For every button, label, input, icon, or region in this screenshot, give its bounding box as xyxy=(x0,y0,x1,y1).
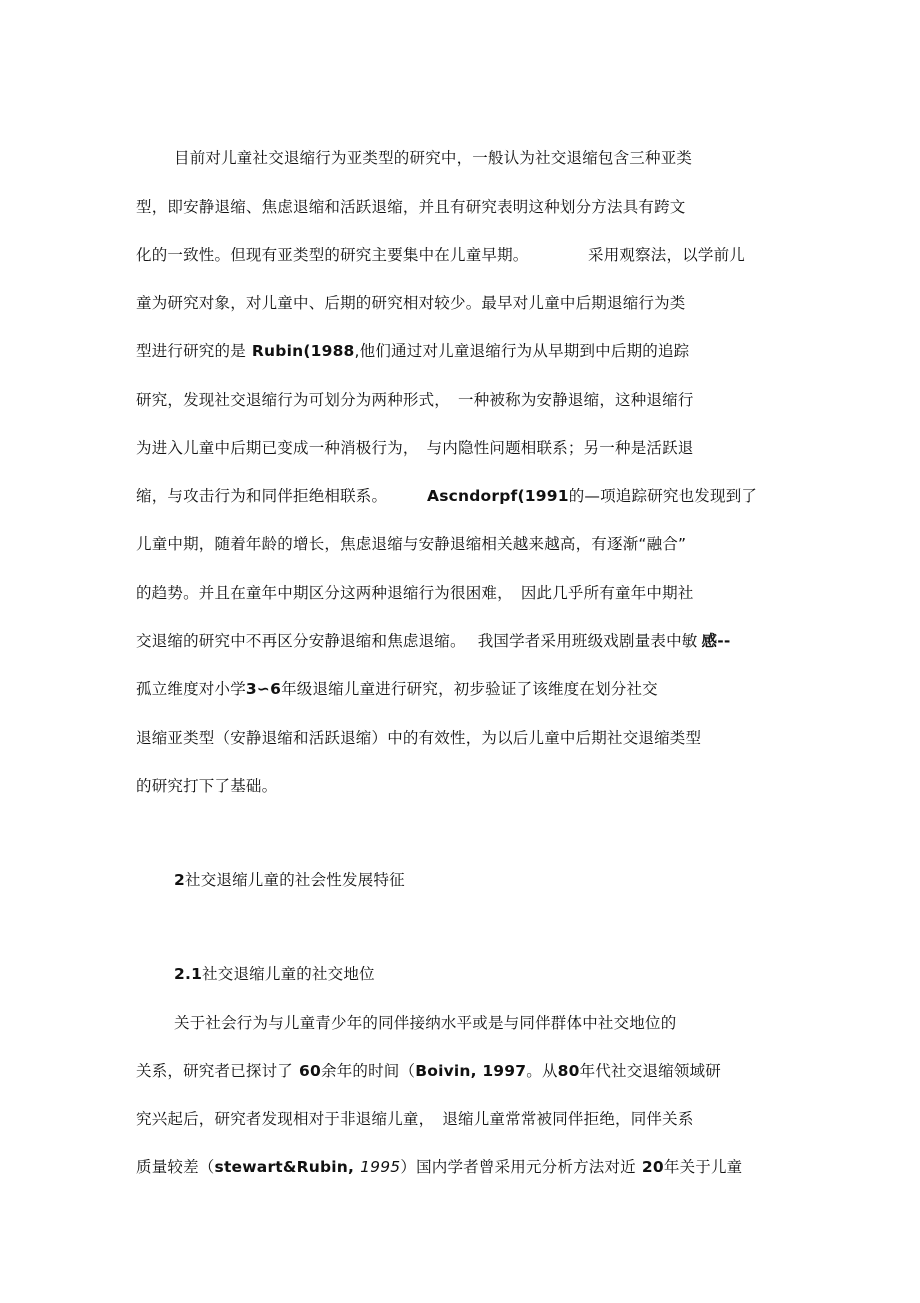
text-line xyxy=(136,1157,742,1177)
text-span: 因此几乎所有童年中期社 xyxy=(520,584,694,602)
text-span: 。从 xyxy=(526,1062,558,1080)
text-span: 采用观察法，以学前儿 xyxy=(588,246,746,264)
text-line xyxy=(136,197,686,217)
text-line xyxy=(136,245,529,265)
text-line xyxy=(136,1109,694,1129)
text-line xyxy=(136,293,686,313)
text-span: 年关于儿童 xyxy=(663,1158,743,1176)
text-span: 交退缩的研究中不再区分安静退缩和焦虑退缩。 xyxy=(136,632,466,650)
text-span: 一种被称为安静退缩，这种退缩行 xyxy=(458,391,694,409)
text-line xyxy=(136,728,701,748)
text-line xyxy=(136,1061,721,1081)
text-span: 目前对儿童社交退缩行为亚类型的研究中，一般认为社交退缩包含三种亚类 xyxy=(174,149,693,167)
text-span: 质量较差（ xyxy=(136,1158,215,1176)
text-line xyxy=(136,631,730,651)
text-span: 年代社交退缩领域研 xyxy=(579,1062,721,1080)
text-span: 与内隐性问题相联系；另一种是活跃退 xyxy=(426,439,694,457)
text-line xyxy=(588,245,745,265)
text-line xyxy=(136,534,686,554)
text-line xyxy=(136,776,277,796)
heading-number: 2.1 xyxy=(174,965,203,983)
citation-bold: Rubin(1988 xyxy=(251,342,355,360)
heading-number: 2 xyxy=(174,871,185,889)
text-span: ,他们通过对儿童退缩行为从早期到中后期的追踪 xyxy=(354,342,690,360)
text-span: 为进入儿童中后期已变成一种消极行为， xyxy=(136,439,419,457)
citation-bold: Ascndorpf(1991 xyxy=(427,487,569,505)
text-span: 退缩亚类型（安静退缩和活跃退缩）中的有效性，为以后儿童中后期社交退缩类型 xyxy=(136,729,702,747)
text-span: 型，即安静退缩、焦虑退缩和活跃退缩，并且有研究表明这种划分方法具有跨文 xyxy=(136,198,686,216)
text-span: 儿童中期，随着年龄的增长，焦虑退缩与安静退缩相关越来越高，有逐渐“融合” xyxy=(136,535,687,553)
text-span: 的研究打下了基础。 xyxy=(136,777,278,795)
heading-text: 社交退缩儿童的社交地位 xyxy=(202,965,375,983)
text-span: 究兴起后，研究者发现相对于非退缩儿童， xyxy=(136,1110,435,1128)
text-line xyxy=(136,390,694,410)
number-bold: 80 xyxy=(557,1062,580,1080)
text-span: 缩，与攻击行为和同伴拒绝相联系。 xyxy=(136,487,388,505)
heading-text: 社交退缩儿童的社会性发展特征 xyxy=(185,871,405,889)
text-span: 年级退缩儿童进行研究，初步验证了该维度在划分社交 xyxy=(281,680,658,698)
text-line xyxy=(174,148,692,168)
text-line xyxy=(136,583,694,603)
text-span: 童为研究对象，对儿童中、后期的研究相对较少。最早对儿童中后期退缩行为类 xyxy=(136,294,686,312)
text-span: 研究，发现社交退缩行为可划分为两种形式， xyxy=(136,391,451,409)
text-line xyxy=(136,438,694,458)
text-span: 余年的时间（ xyxy=(321,1062,416,1080)
text-span: 我国学者采用班级戏剧量表中敏 xyxy=(477,632,698,650)
text-span: 的—项追踪研究也发现到了 xyxy=(568,487,758,505)
text-span: 孤立维度对小学 xyxy=(136,680,246,698)
number-bold: 3∽6 xyxy=(245,680,282,698)
text-span: 感-- xyxy=(701,632,731,650)
text-line xyxy=(136,679,658,699)
text-line xyxy=(136,341,689,361)
text-span: 型进行研究的是 xyxy=(136,342,246,360)
number-bold: 20 xyxy=(641,1158,664,1176)
text-line xyxy=(136,486,387,506)
text-span: 的趋势。并且在童年中期区分这两种退缩行为很困难， xyxy=(136,584,513,602)
section-heading xyxy=(174,870,405,890)
text-line xyxy=(174,1013,676,1033)
text-span: 化的一致性。但现有亚类型的研究主要集中在儿童早期。 xyxy=(136,246,529,264)
text-span: 关于社会行为与儿童青少年的同伴接纳水平或是与同伴群体中社交地位的 xyxy=(174,1014,677,1032)
citation-bold: stewart&Rubin, xyxy=(214,1158,355,1176)
subsection-heading xyxy=(174,964,375,984)
text-span: 退缩儿童常常被同伴拒绝，同伴关系 xyxy=(442,1110,694,1128)
citation-bold: , 1997 xyxy=(470,1062,527,1080)
citation-year-italic: 1995 xyxy=(360,1158,401,1176)
text-span: ）国内学者曾采用元分析方法对近 xyxy=(400,1158,636,1176)
text-span: 关系，研究者已探讨了 xyxy=(136,1062,294,1080)
citation-bold: Boivin xyxy=(415,1062,471,1080)
text-line xyxy=(427,486,757,506)
number-bold: 60 xyxy=(299,1062,321,1080)
